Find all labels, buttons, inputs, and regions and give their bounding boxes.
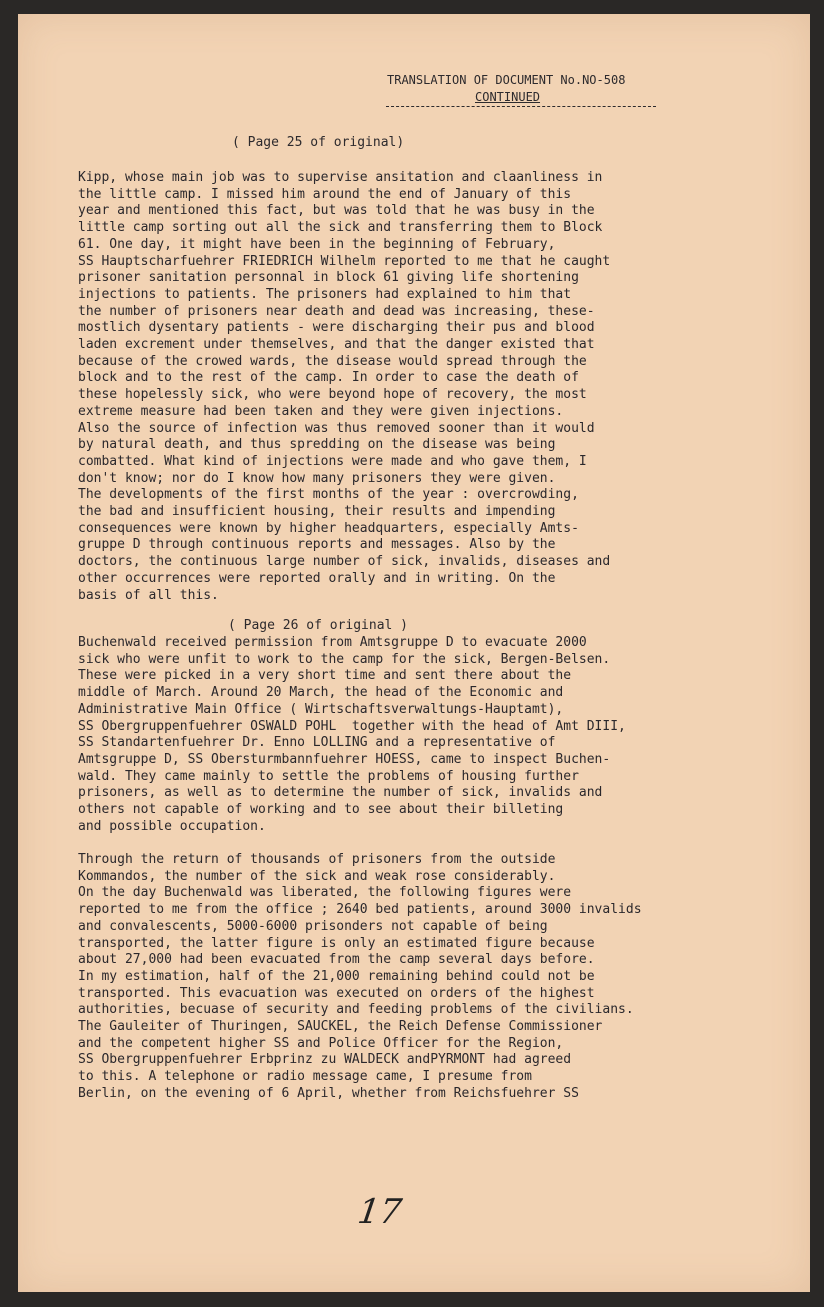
page-ref-26: ( Page 26 of original ) — [228, 618, 409, 633]
heading-title: TRANSLATION OF DOCUMENT No.NO-508 — [387, 73, 626, 87]
handwritten-page-number: 17 — [355, 1192, 405, 1232]
heading-continued: CONTINUED — [475, 90, 541, 104]
body-paragraph-3: Through the return of thousands of prisoners from the outside Kommandos, the number of the sick and weak rose considerably. On the day Buchenwald was liberated, the following figures were reported to me from the office ; 2640 bed patients, around 3000 invalids and convalescents, 5000-6000 prisonders not capable of being transported, the latter figure is only an estimated figure because about 27,000 had been evacuated from the camp several days before. In my estimation, half of the 21,000 remaining behind could not be transported. This evacuation was executed on orders of the highest authorities, becuase of security and feeding problems of the civilians. The Gauleiter of Thuringen, SAUCKEL, the Reich Defense Commissioner and the competent higher SS and Police Officer for the Region, SS Obergruppenfuehrer Erbprinz zu WALDECK andPYRMONT had agreed to this. A telephone or radio message came, I presume from Berlin, on the evening of 6 April, whether from Reichsfuehrer SS — [78, 852, 642, 1101]
heading-dashed-rule — [386, 106, 656, 107]
document-heading — [387, 72, 625, 106]
page-ref-25: ( Page 25 of original) — [232, 135, 405, 150]
body-paragraph-2: Buchenwald received permission from Amtsgruppe D to evacuate 2000 sick who were unfit to work to the camp for the sick, Bergen-Belsen. These were picked in a very short time and sent there about the middle of March. Around 20 March, the head of the Economic and Administrative Main Office ( Wirtschaftsverwaltungs-Hauptamt), SS Obergruppenfuehrer OSWALD POHL together with the head of Amt DIII, SS Standartenfuehrer Dr. Enno LOLLING and a representative of Amtsgruppe D, SS Obersturmbannfuehrer HOESS, came to inspect Buchen- wald. They came mainly to settle the problems of housing further prisoners, as well as to determine the number of sick, invalids and others not capable of working and to see about their billeting and possible occupation. — [78, 635, 626, 834]
body-paragraph-1: Kipp, whose main job was to supervise ansitation and claanliness in the little camp. I missed him around the end of January of this year and mentioned this fact, but was told that he was busy in the little camp sorting out all the sick and transferring them to Block 61. One day, it might have been in the beginning of February, SS Hauptscharfuehrer FRIEDRICH Wilhelm reported to me that he caught prisoner sanitation personnal in block 61 giving life shortening injections to patients. The prisoners had explained to him that the number of prisoners near death and dead was increasing, these- mostlich dysentary patients - were discharging their pus and blood laden excrement under themselves, and that the danger existed that because of the crowed wards, the disease would spread through the block and to the rest of the camp. In order to case the death of these hopelessly sick, who were beyond hope of recovery, the most extreme measure had been taken and they were given injections. Also the source of infection was thus removed sooner than it would by natural death, and thus spredding on the disease was being combatted. What kind of injections were made and who gave them, I don't know; nor do I know how many prisoners they were given. The developments of the first months of the year : overcrowding, the bad and insufficient housing, their results and impending consequences were known by higher headquarters, especially Amts- gruppe D through continuous reports and messages. Also by the doctors, the continuous large number of sick, invalids, diseases and other occurrences were reported orally and in writing. On the basis of all this. — [78, 170, 611, 603]
